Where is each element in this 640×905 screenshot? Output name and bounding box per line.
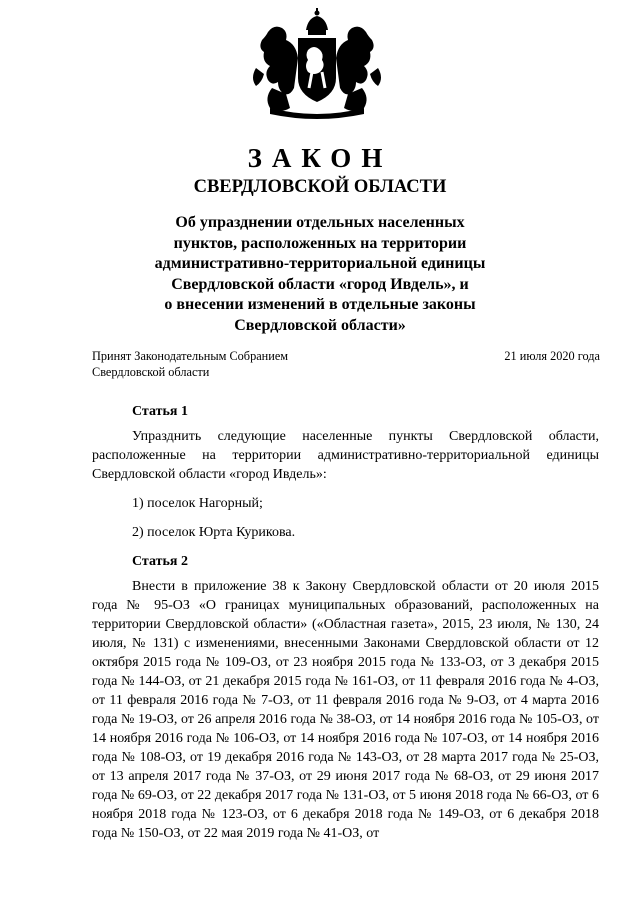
- law-body: [92, 402, 599, 843]
- coat-of-arms-emblem: [250, 8, 384, 120]
- article-paragraph: Упразднить следующие населенные пункты Свердловской области, расположенные на территории административно-территориальной единицы Свердловской области «город Ивдель»:: [92, 429, 599, 482]
- shield-icon: [298, 38, 336, 102]
- article-2: [92, 552, 599, 843]
- article-heading: Статья 2: [132, 554, 188, 569]
- law-title: ЗАКОН: [247, 143, 393, 173]
- article-1: [92, 402, 599, 542]
- list-item: 2) поселок Юрта Курикова.: [132, 525, 296, 540]
- adopted-by: [92, 348, 288, 380]
- article-heading: Статья 1: [132, 404, 188, 419]
- right-sable-icon: [336, 27, 381, 111]
- article-paragraph: Внести в приложение 38 к Закону Свердловской области от 20 июля 2015 года № 95-ОЗ «О границах муниципальных образований, расположенных на территории Свердловской области» («Областная газета», 2015, 23 июля, № 130, 24 июля, № 131) с изменениями, внесенными Законами Свердловской области от 12 октября 2015 года № 109-ОЗ, от 23 ноября 2015 года № 133-ОЗ, от 3 декабря 2015 года № 144-ОЗ, от 21 декабря 2015 года № 161-ОЗ, от 11 февраля 2016 года № 4-ОЗ, от 11 февраля 2016 года № 7-ОЗ, от 11 февраля 2016 года № 9-ОЗ, от 4 марта 2016 года № 19-ОЗ, от 26 апреля 2016 года № 38-ОЗ, от 14 ноября 2016 года № 105-ОЗ, от 14 ноября 2016 года № 106-ОЗ, от 14 ноября 2016 года № 107-ОЗ, от 14 ноября 2016 года № 108-ОЗ, от 19 декабря 2016 года № 143-ОЗ, от 28 марта 2017 года № 25-ОЗ, от 13 апреля 2017 года № 37-ОЗ, от 29 июня 2017 года № 68-ОЗ, от 29 июня 2017 года № 69-ОЗ, от 22 декабря 2017 года № 131-ОЗ, от 5 июня 2018 года № 66-ОЗ, от 6 ноября 2018 года № 123-ОЗ, от 6 декабря 2018 года № 149-ОЗ, от 6 декабря 2018 года № 150-ОЗ, от 22 мая 2019 года № 41-ОЗ, от: [92, 579, 599, 841]
- list-item: 1) поселок Нагорный;: [132, 496, 263, 511]
- adopted-by-line: Принят Законодательным Собранием: [92, 349, 289, 363]
- law-subject-line: Свердловской области»: [234, 316, 406, 334]
- law-subject-line: Свердловской области «город Ивдель», и: [171, 275, 469, 293]
- law-subject-line: административно-территориальной единицы: [154, 255, 486, 273]
- law-subject: [140, 213, 500, 337]
- adopted-date: 21 июля 2020 года: [504, 349, 600, 363]
- adopted-by-line: Свердловской области: [92, 365, 210, 379]
- law-subject-line: пунктов, расположенных на территории: [173, 234, 467, 252]
- law-subject-line: Об упразднении отдельных населенных: [175, 214, 465, 231]
- left-sable-icon: [253, 27, 298, 111]
- crown-icon: [306, 8, 328, 35]
- law-subject-line: о внесении изменений в отдельные законы: [164, 296, 476, 314]
- region-title: СВЕРДЛОВСКОЙ ОБЛАСТИ: [193, 177, 447, 197]
